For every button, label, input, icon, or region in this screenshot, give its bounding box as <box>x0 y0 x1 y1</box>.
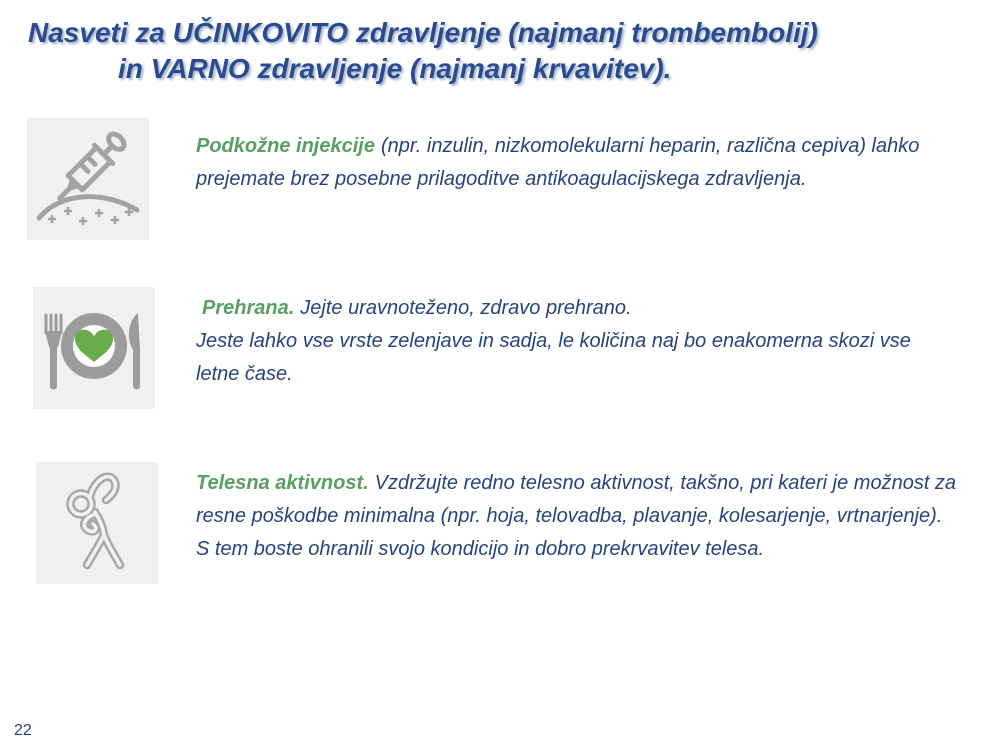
slide-title-line-2: in VARNO zdravljenje (najmanj krvavitev). <box>118 53 672 84</box>
physical-activity-icon <box>36 462 158 584</box>
section-nutrition-body2: Jeste lahko vse vrste zelenjave in sadja, le količina naj bo enakomerna skozi vse letne čase. <box>196 330 911 385</box>
section-injections <box>196 130 976 196</box>
section-activity <box>196 467 958 566</box>
slide-title-line-1: Nasveti za UČINKOVITO zdravljenje (najmanj trombembolij) <box>28 17 818 48</box>
page-number: 22 <box>14 722 32 739</box>
section-nutrition-lead: Prehrana. <box>202 297 295 319</box>
section-nutrition <box>196 292 931 391</box>
section-activity-lead: Telesna aktivnost. <box>196 472 369 494</box>
section-nutrition-body: Jejte uravnoteženo, zdravo prehrano. <box>300 297 632 319</box>
syringe-injection-icon <box>27 118 149 240</box>
section-injections-body: (npr. inzulin, nizkomolekularni heparin, različna cepiva) lahko prejemate brez posebne prilagoditve antikoagulacijskega zdravljenja. <box>196 135 920 190</box>
section-injections-lead: Podkožne injekcije <box>196 135 375 157</box>
section-activity-body: Vzdržujte redno telesno aktivnost, takšno, pri kateri je možnost za resne poškodbe minimalna (npr. hoja, telovadba, plavanje, kolesarjenje, vrtnarjenje). S tem boste ohranili svojo kondicijo in dobro prekrvavitev telesa. <box>196 472 957 560</box>
healthy-meal-plate-icon <box>33 287 155 409</box>
